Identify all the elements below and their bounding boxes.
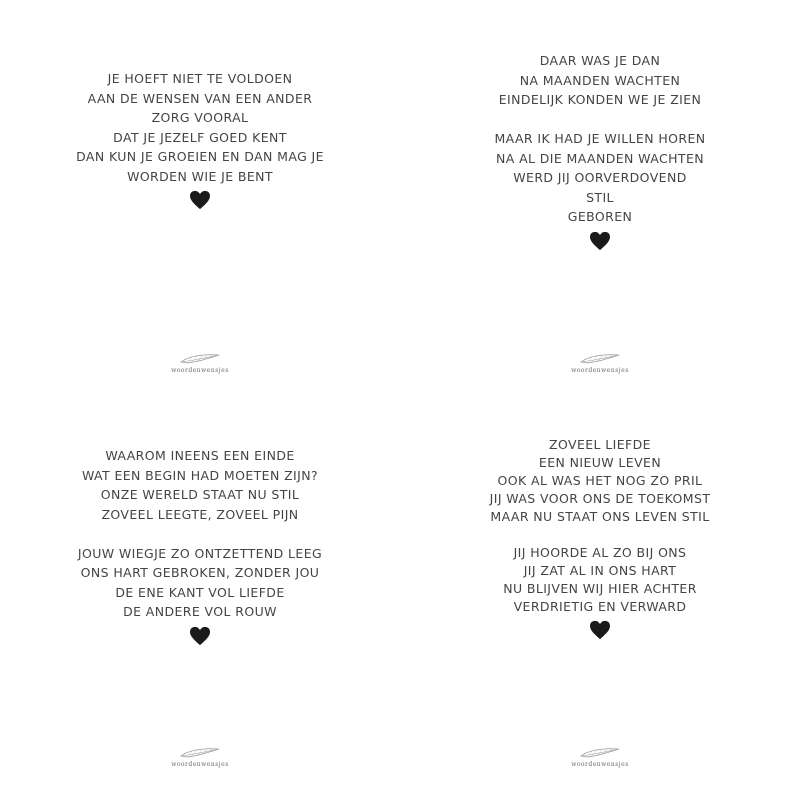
brand-logo bbox=[400, 746, 800, 768]
stanza-gap bbox=[400, 110, 800, 130]
poem-line: EINDELIJK KONDEN WE JE ZIEN bbox=[498, 92, 702, 107]
brand-name: woordenwensjes bbox=[571, 367, 629, 374]
poem-line: AAN DE WENSEN VAN EEN ANDER bbox=[87, 90, 313, 106]
poem-line: NA AL DIE MAANDEN WACHTEN bbox=[496, 150, 704, 166]
poem-line: MAAR IK HAD JE WILLEN HOREN bbox=[494, 131, 706, 146]
brand-logo bbox=[400, 352, 800, 374]
feather-icon bbox=[579, 352, 621, 366]
poem-line: ZOVEEL LIEFDE bbox=[549, 437, 651, 452]
poem-line: GEBOREN bbox=[567, 209, 633, 224]
poem-line: JE HOEFT NIET TE VOLDOEN bbox=[107, 71, 293, 86]
poem-line: DE ENE KANT VOL LIEFDE bbox=[115, 584, 285, 600]
poem-line: DAN KUN JE GROEIEN EN DAN MAG JE bbox=[76, 149, 324, 164]
poem-line: DAT JE JEZELF GOED KENT bbox=[113, 129, 287, 145]
card-bottom-left bbox=[0, 394, 400, 788]
poem-line: DE ANDERE VOL ROUW bbox=[123, 604, 277, 619]
heart-icon bbox=[189, 626, 211, 646]
poem-line: ZOVEEL LEEGTE, ZOVEEL PIJN bbox=[101, 506, 299, 522]
heart-icon bbox=[589, 620, 611, 640]
poem bbox=[0, 446, 400, 646]
poem-line: EEN NIEUW LEVEN bbox=[538, 455, 662, 470]
poem-line: ONS HART GEBROKEN, ZONDER JOU bbox=[80, 565, 320, 580]
poem-line: OOK AL WAS HET NOG ZO PRIL bbox=[497, 473, 703, 488]
poem-line: STIL bbox=[586, 189, 614, 205]
poem-line: WORDEN WIE JE BENT bbox=[127, 168, 273, 184]
poem-line: DAAR WAS JE DAN bbox=[539, 53, 661, 68]
poem-line: NA MAANDEN WACHTEN bbox=[519, 72, 681, 88]
poem-line: ONZE WERELD STAAT NU STIL bbox=[100, 487, 300, 502]
card-top-right bbox=[400, 0, 800, 394]
poem-line: JIJ HOORDE AL ZO BIJ ONS bbox=[513, 545, 687, 560]
heart-icon bbox=[189, 190, 211, 210]
card-bottom-right bbox=[400, 394, 800, 788]
card-top-left bbox=[0, 0, 400, 394]
stanza-gap bbox=[400, 526, 800, 544]
stanza-gap bbox=[0, 524, 400, 544]
poem-line: JOUW WIEGJE ZO ONTZETTEND LEEG bbox=[77, 545, 323, 561]
heart-icon bbox=[589, 231, 611, 251]
brand-logo bbox=[0, 746, 400, 768]
poem-line: JIJ ZAT AL IN ONS HART bbox=[523, 563, 677, 578]
brand-name: woordenwensjes bbox=[571, 761, 629, 768]
brand-name: woordenwensjes bbox=[171, 367, 229, 374]
poem-line: WAT EEN BEGIN HAD MOETEN ZIJN? bbox=[81, 467, 318, 483]
poem-line: NU BLIJVEN WIJ HIER ACHTER bbox=[503, 581, 697, 596]
poem-line: JIJ WAS VOOR ONS DE TOEKOMST bbox=[489, 491, 711, 506]
brand-name: woordenwensjes bbox=[171, 761, 229, 768]
poem bbox=[400, 436, 800, 640]
poem-line: MAAR NU STAAT ONS LEVEN STIL bbox=[490, 509, 710, 524]
poem-line: WAAROM INEENS EEN EINDE bbox=[105, 448, 295, 463]
poem bbox=[400, 51, 800, 251]
poem bbox=[0, 69, 400, 210]
poem-line: ZORG VOORAL bbox=[151, 110, 249, 125]
feather-icon bbox=[579, 746, 621, 760]
brand-logo bbox=[0, 352, 400, 374]
feather-icon bbox=[179, 352, 221, 366]
poem-line: VERDRIETIG EN VERWARD bbox=[513, 599, 687, 614]
feather-icon bbox=[179, 746, 221, 760]
poem-line: WERD JIJ OORVERDOVEND bbox=[513, 170, 687, 185]
